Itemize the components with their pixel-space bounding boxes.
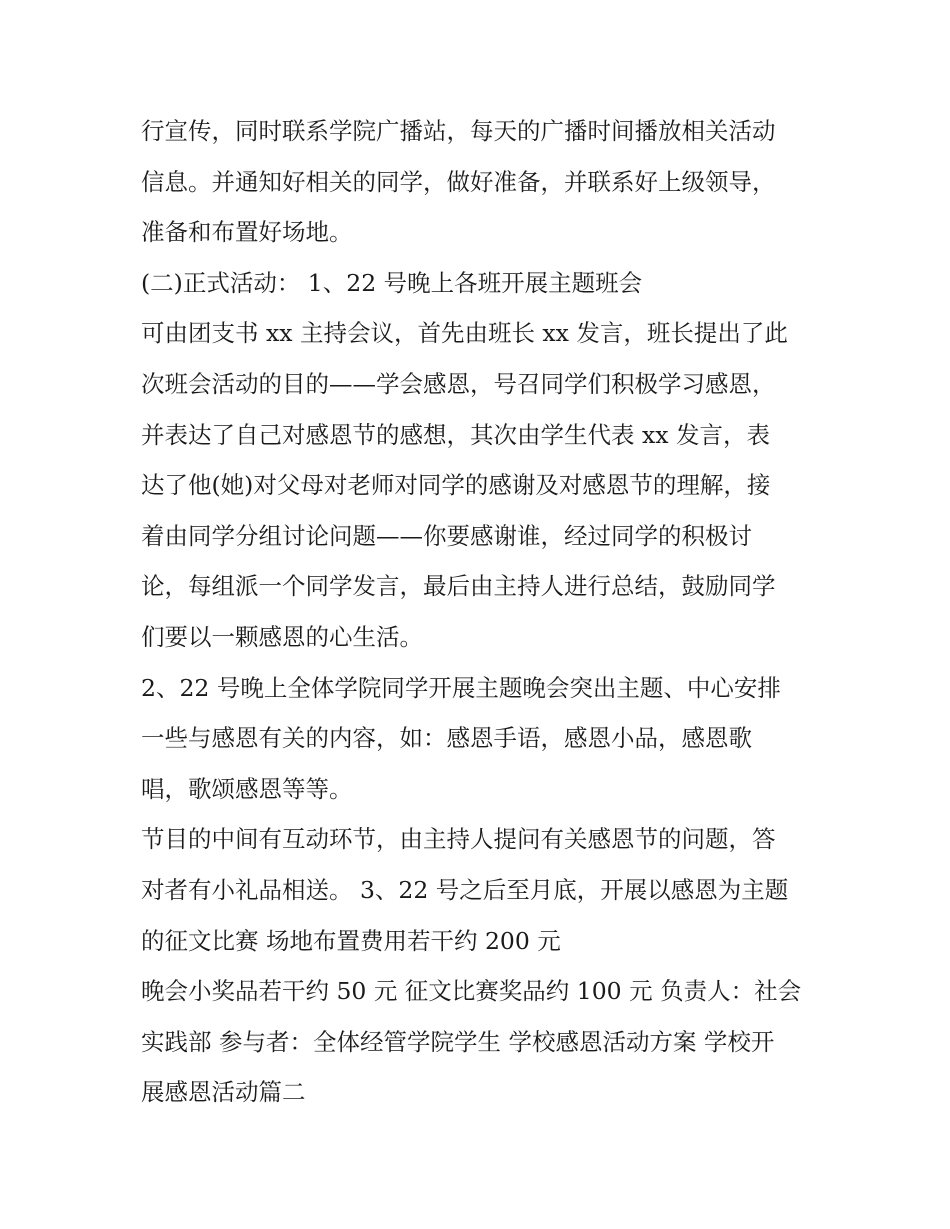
text-line: 2、22 号晚上全体学院同学开展主题晚会突出主题、中心安排 — [141, 673, 781, 702]
text-line: 节目的中间有互动环节，由主持人提问有关感恩节的问题，答 — [141, 825, 776, 854]
text-line: 次班会活动的目的——学会感恩，号召同学们积极学习感恩， — [141, 369, 776, 398]
text-line: 行宣传，同时联系学院广播站，每天的广播时间播放相关活动 — [141, 117, 776, 145]
text-line: 一些与感恩有关的内容，如：感恩手语，感恩小品，感恩歌 — [141, 724, 752, 753]
text-line: 实践部 参与者：全体经管学院学生 学校感恩活动方案 学校开 — [141, 1027, 775, 1056]
text-line: 晚会小奖品若干约 50 元 征文比赛奖品约 100 元 负责人：社会 — [141, 977, 802, 1006]
text-line: 唱，歌颂感恩等等。 — [141, 774, 353, 803]
text-line: 们要以一颗感恩的心生活。 — [141, 622, 423, 651]
document-body — [141, 106, 821, 1118]
text-line: 的征文比赛 场地布置费用若干约 200 元 — [141, 926, 561, 955]
text-line: 信息。并通知好相关的同学，做好准备，并联系好上级领导， — [141, 167, 776, 196]
text-line: 着由同学分组讨论问题——你要感谢谁，经过同学的积极讨 — [141, 521, 752, 550]
text-line: 对者有小礼品相送。 3、22 号之后至月底，开展以感恩为主题 — [141, 875, 789, 904]
text-line: 并表达了自己对感恩节的感想，其次由学生代表 xx 发言，表 — [141, 420, 770, 449]
text-line: 准备和布置好场地。 — [141, 218, 353, 247]
text-line: 达了他(她)对父母对老师对同学的感谢及对感恩节的理解，接 — [141, 471, 771, 500]
text-line: 论，每组派一个同学发言，最后由主持人进行总结，鼓励同学 — [141, 572, 776, 601]
text-line: 展感恩活动篇二 — [141, 1078, 306, 1107]
text-line: 可由团支书 xx 主持会议，首先由班长 xx 发言，班长提出了此 — [141, 319, 788, 348]
text-line: (二)正式活动： 1、22 号晚上各班开展主题班会 — [141, 268, 643, 297]
